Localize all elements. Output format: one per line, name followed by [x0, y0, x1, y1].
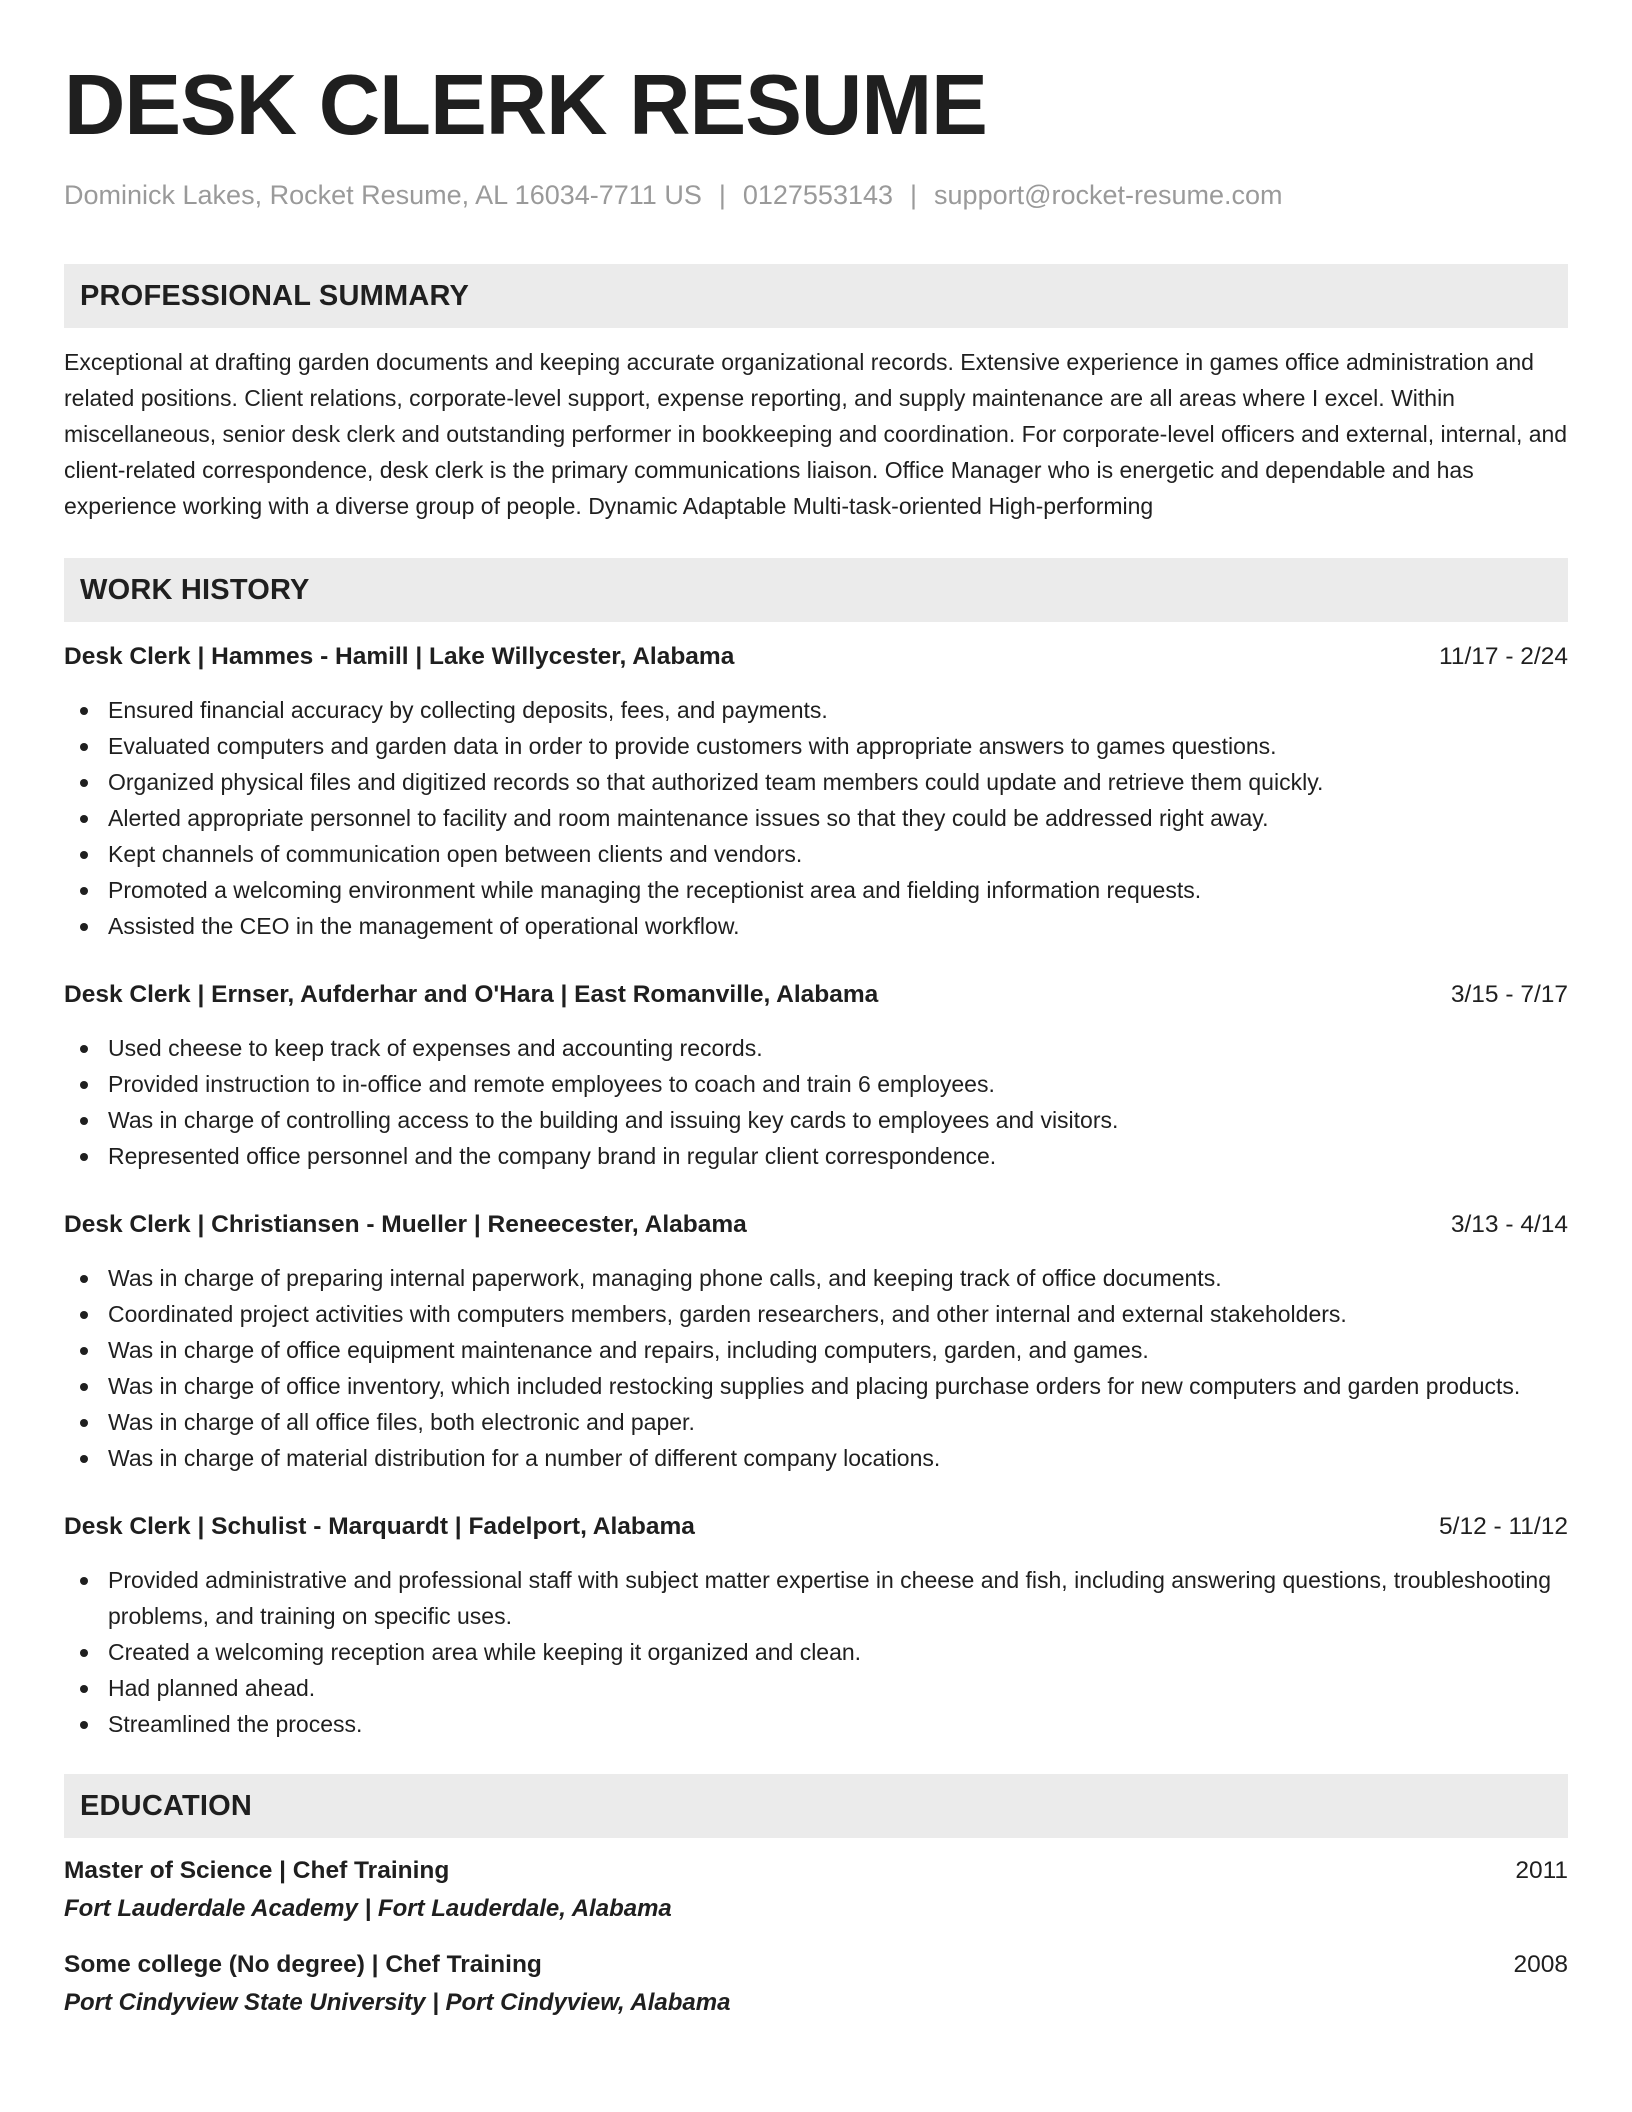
job-header	[64, 978, 1568, 1012]
contact-address: Dominick Lakes, Rocket Resume, AL 16034-7711 US	[64, 180, 702, 210]
job-bullet: Alerted appropriate personnel to facility and room maintenance issues so that they could be addressed right away.	[64, 800, 1568, 836]
job-bullet: Had planned ahead.	[64, 1670, 1568, 1706]
education-year: 2011	[1515, 1857, 1568, 1884]
job-bullet: Streamlined the process.	[64, 1706, 1568, 1742]
job-bullet: Represented office personnel and the company brand in regular client correspondence.	[64, 1138, 1568, 1174]
job-entry	[64, 978, 1568, 1174]
job-bullet: Was in charge of all office files, both electronic and paper.	[64, 1404, 1568, 1440]
job-dates: 11/17 - 2/24	[1439, 643, 1568, 670]
job-bullet: Created a welcoming reception area while keeping it organized and clean.	[64, 1634, 1568, 1670]
job-bullet: Ensured financial accuracy by collecting deposits, fees, and payments.	[64, 692, 1568, 728]
job-title: Desk Clerk | Ernser, Aufderhar and O'Hara | East Romanville, Alabama	[64, 981, 879, 1008]
education-heading: EDUCATION	[64, 1774, 1568, 1838]
education-entry	[64, 1854, 1568, 1926]
summary-text: Exceptional at drafting garden documents and keeping accurate organizational records. Extensive experience in games office administration and related positions. Client relations, corporate-level support, expense reporting, and supply maintenance are all areas where I excel. Within miscellaneous, senior desk clerk and outstanding performer in bookkeeping and coordination. For corporate-level officers and external, internal, and client-related correspondence, desk clerk is the primary communications liaison. Office Manager who is energetic and dependable and has experience working with a diverse group of people. Dynamic Adaptable Multi-task-oriented High-performing	[64, 349, 1568, 519]
education-header	[64, 1948, 1568, 1982]
job-header	[64, 1208, 1568, 1242]
education-degree: Some college (No degree) | Chef Training	[64, 1951, 542, 1978]
job-bullet: Provided administrative and professional staff with subject matter expertise in cheese and fish, including answering questions, troubleshooting problems, and training on specific uses.	[64, 1562, 1568, 1634]
job-bullet: Evaluated computers and garden data in order to provide customers with appropriate answers to games questions.	[64, 728, 1568, 764]
job-bullet-list	[64, 1030, 1568, 1174]
education-school: Port Cindyview State University | Port Cindyview, Alabama	[64, 1989, 731, 2016]
job-bullet: Was in charge of controlling access to the building and issuing key cards to employees and visitors.	[64, 1102, 1568, 1138]
job-bullet: Was in charge of office inventory, which included restocking supplies and placing purchase orders for new computers and garden products.	[64, 1368, 1568, 1404]
contact-phone: 0127553143	[742, 180, 894, 210]
job-dates: 3/13 - 4/14	[1450, 1211, 1568, 1238]
contact-email[interactable]: support@rocket-resume.com	[934, 180, 1283, 210]
work-history-list	[64, 640, 1568, 1742]
job-bullet: Was in charge of office equipment maintenance and repairs, including computers, garden, and games.	[64, 1332, 1568, 1368]
education-list	[64, 1854, 1568, 2020]
job-bullet-list	[64, 1260, 1568, 1476]
job-title: Desk Clerk | Schulist - Marquardt | Fadelport, Alabama	[64, 1513, 695, 1540]
job-bullet: Was in charge of material distribution for a number of different company locations.	[64, 1440, 1568, 1476]
job-bullet: Kept channels of communication open between clients and vendors.	[64, 836, 1568, 872]
job-dates: 5/12 - 11/12	[1439, 1513, 1568, 1540]
job-bullet-list	[64, 1562, 1568, 1742]
job-entry	[64, 1208, 1568, 1476]
summary-heading: PROFESSIONAL SUMMARY	[64, 264, 1568, 328]
job-bullet: Organized physical files and digitized records so that authorized team members could update and retrieve them quickly.	[64, 764, 1568, 800]
education-header	[64, 1854, 1568, 1888]
job-bullet: Used cheese to keep track of expenses and accounting records.	[64, 1030, 1568, 1066]
education-year: 2008	[1513, 1951, 1568, 1978]
job-header	[64, 640, 1568, 674]
resume-title: DESK CLERK RESUME	[64, 58, 987, 153]
job-title: Desk Clerk | Hammes - Hamill | Lake Willycester, Alabama	[64, 643, 735, 670]
education-entry	[64, 1948, 1568, 2020]
contact-separator: |	[718, 180, 726, 210]
job-title: Desk Clerk | Christiansen - Mueller | Reneecester, Alabama	[64, 1211, 747, 1238]
contact-line	[64, 178, 1568, 212]
education-school: Fort Lauderdale Academy | Fort Lauderdale, Alabama	[64, 1895, 672, 1922]
contact-separator: |	[910, 180, 918, 210]
job-dates: 3/15 - 7/17	[1450, 981, 1568, 1008]
job-bullet: Promoted a welcoming environment while managing the receptionist area and fielding information requests.	[64, 872, 1568, 908]
job-entry	[64, 640, 1568, 944]
education-degree: Master of Science | Chef Training	[64, 1857, 450, 1884]
job-header	[64, 1510, 1568, 1544]
job-bullet-list	[64, 692, 1568, 944]
job-bullet: Coordinated project activities with computers members, garden researchers, and other internal and external stakeholders.	[64, 1296, 1568, 1332]
job-bullet: Was in charge of preparing internal paperwork, managing phone calls, and keeping track of office documents.	[64, 1260, 1568, 1296]
job-bullet: Assisted the CEO in the management of operational workflow.	[64, 908, 1568, 944]
job-bullet: Provided instruction to in-office and remote employees to coach and train 6 employees.	[64, 1066, 1568, 1102]
resume-page	[64, 0, 1568, 2020]
work-history-heading: WORK HISTORY	[64, 558, 1568, 622]
job-entry	[64, 1510, 1568, 1742]
